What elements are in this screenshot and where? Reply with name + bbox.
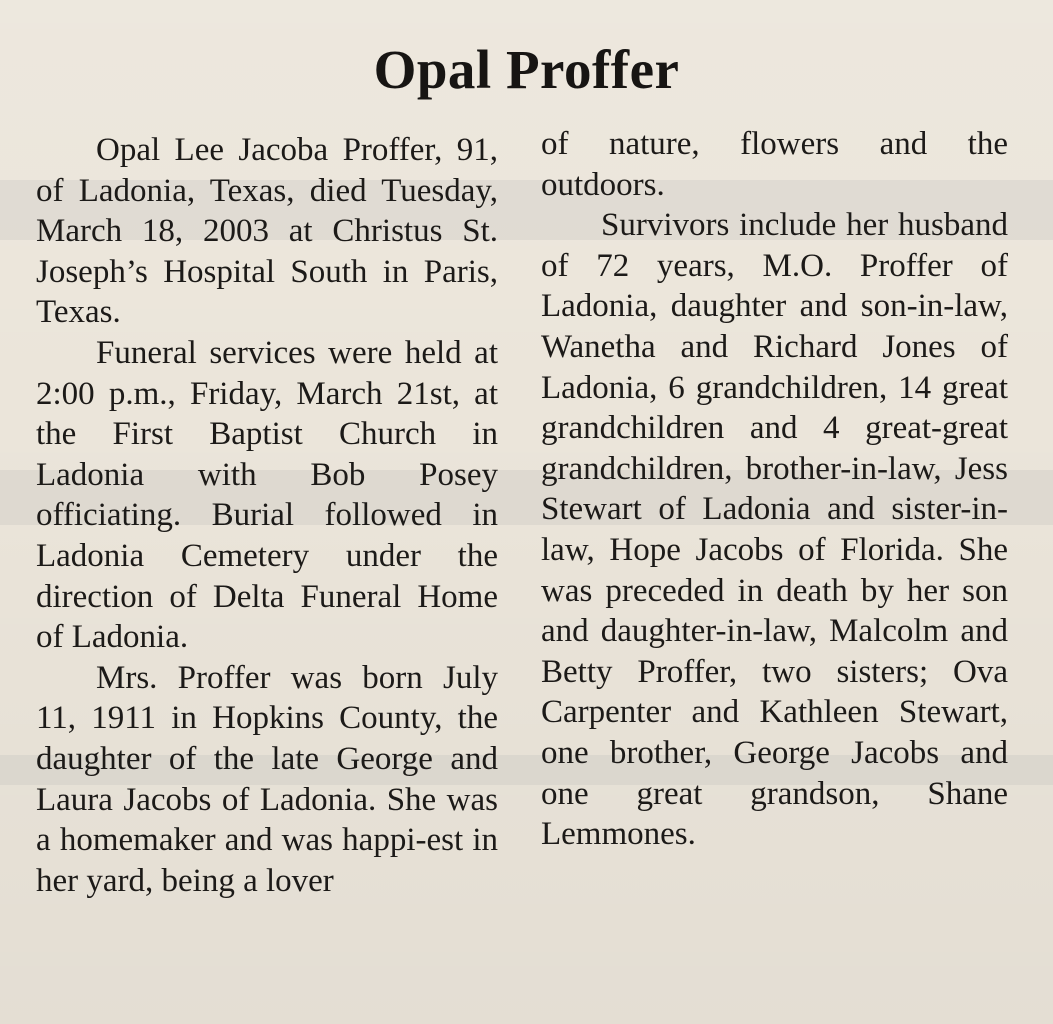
paragraph-death-notice: Opal Lee Jacoba Proffer, 91, of Ladonia, Texas, died Tuesday, March 18, 2003 at Christus St. Joseph’s Hospital South in Paris, Texas.	[36, 132, 498, 331]
obituary-headline: Opal Proffer	[373, 39, 680, 100]
paragraph-biography: Mrs. Proffer was born July 11, 1911 in Hopkins County, the daughter of the late George and Laura Jacobs of Ladonia. She was a homemaker and was happi-est in her yard, being a lover	[36, 659, 498, 899]
paragraph-funeral-services: Funeral services were held at 2:00 p.m., Friday, March 21st, at the First Baptist Church in Ladonia with Bob Posey officiating. Burial followed in Ladonia Cemetery under the direction of Delta Funeral Home of Ladonia.	[36, 334, 498, 656]
paragraph-survivors: Survivors include her husband of 72 years, M.O. Proffer of Ladonia, daughter and son-in-law, Wanetha and Richard Jones of Ladonia, 6 grandchildren, 14 great grandchildren and 4 great-great grandchildren, brother-in-law, Jess Stewart of Ladonia and sister-in-law, Hope Jacobs of Florida. She was preceded in death by her son and daughter-in-law, Malcolm and Betty Proffer, two sisters; Ova Carpenter and Kathleen Stewart, one brother, George Jacobs and one great grandson, Shane Lemmones.	[541, 207, 1008, 853]
left-column	[36, 130, 498, 901]
paragraph-biography-continued: of nature, flowers and the outdoors.	[541, 126, 1008, 203]
right-column	[541, 124, 1008, 855]
